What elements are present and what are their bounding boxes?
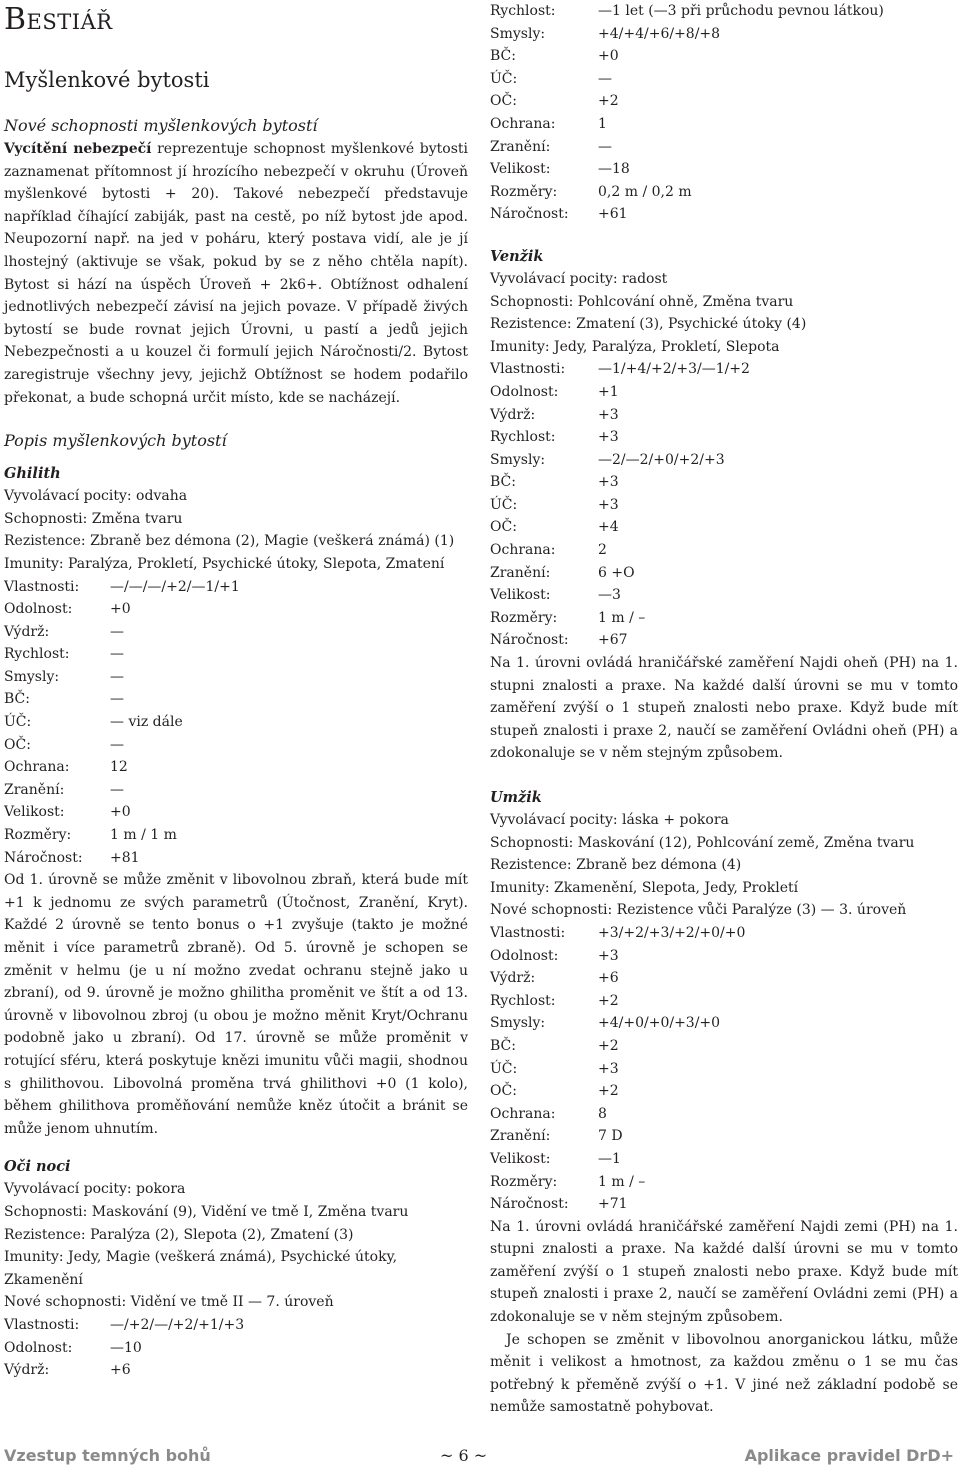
stat-row	[490, 1148, 958, 1171]
stat-row	[490, 516, 958, 539]
stat-label: Náročnost:	[4, 849, 83, 866]
stat-label: Zranění:	[490, 564, 551, 581]
stat-row	[4, 801, 468, 824]
stat-value: —1/+4/+2/+3/—1/+2	[598, 361, 750, 378]
stat-label: Zranění:	[490, 138, 551, 155]
stat-label: Výdrž:	[490, 406, 536, 423]
stat-label: Náročnost:	[490, 206, 569, 223]
info-line: Vyvolávací pocity: radost	[490, 270, 668, 287]
stat-label: BČ:	[490, 474, 516, 491]
stat-value: +3	[598, 947, 619, 964]
stat-label: Rozměry:	[490, 1173, 558, 1190]
stat-row	[490, 584, 958, 607]
stat-label: Rychlost:	[490, 992, 556, 1009]
stat-label: Ochrana:	[4, 759, 70, 776]
stat-row	[4, 1359, 468, 1382]
stat-value: +0	[110, 601, 131, 618]
info-line: Vyvolávací pocity: pokora	[4, 1181, 186, 1198]
oci-noci-name: Oči noci	[4, 1158, 71, 1176]
stat-row	[4, 847, 468, 870]
oci-noci-stats-right	[490, 0, 958, 226]
ghilith-lines	[4, 485, 468, 575]
stat-label: Velikost:	[490, 161, 551, 178]
stat-row	[490, 1171, 958, 1194]
stat-value: +81	[110, 849, 140, 866]
stat-row	[4, 598, 468, 621]
stat-row	[490, 68, 958, 91]
stat-label: Velikost:	[490, 587, 551, 604]
stat-value: +3	[598, 496, 619, 513]
stat-value: +0	[598, 48, 619, 65]
stat-label: Výdrž:	[4, 1362, 50, 1379]
info-line: Schopnosti: Změna tvaru	[4, 510, 183, 527]
venzik-lines	[490, 268, 958, 358]
page-number: ~ 6 ~	[440, 1446, 488, 1465]
danger-sense-term: Vycítění nebezpečí	[4, 141, 152, 157]
stat-row	[490, 358, 958, 381]
stat-value: 7 D	[598, 1128, 623, 1145]
stat-value: 6 +O	[598, 564, 635, 581]
danger-sense-text: reprezentuje schopnost myšlenkové bytosti zaznamenat přítomnost jí hrozícího nebezpečí v okruhu (Úroveň myšlenkové bytosti + 20). Takové nebezpečí představuje například číhající zabiják, past na cestě, po níž bytost jde apod. Neupozorní např. na jed v poháru, který postava vidí, ale je jí lhostejný (aktivuje se však, pokud by se z něho chtěla napít). Bytost si hází na úspěch Úroveň + 2k6+. Obtížnost odhalení jednotlivých nebezpečí závisí na jejich povaze. V případě živých bytostí se bude rovnat jejich Úrovni, u pastí a jedů jejich Nebezpečnosti a u kouzel či formulí jejich Náročnosti/2. Bytost zaregistruje všechny jevy, jejichž Obtížnost se hodem podařilo překonat, a bude schopná určit místo, kde se nacházejí.	[4, 141, 468, 406]
stat-label: Odolnost:	[4, 1339, 73, 1356]
umzik-lines	[490, 809, 958, 922]
stat-value: +2	[598, 1083, 619, 1100]
ghilith-name: Ghilith	[4, 465, 61, 483]
stat-row	[490, 90, 958, 113]
stat-label: Smysly:	[4, 668, 60, 685]
stat-row	[4, 1337, 468, 1360]
stat-value: +2	[598, 93, 619, 110]
info-line: Imunity: Paralýza, Prokletí, Psychické útoky, Slepota, Zmatení	[4, 555, 445, 572]
stat-label: BČ:	[4, 691, 30, 708]
stat-value: —	[110, 646, 124, 663]
stat-label: OČ:	[490, 93, 517, 110]
stat-value: —3	[598, 587, 621, 604]
stat-row	[490, 1035, 958, 1058]
stat-value: +67	[598, 632, 628, 649]
stat-row	[490, 1012, 958, 1035]
stat-label: Odolnost:	[490, 947, 559, 964]
stat-label: ÚČ:	[490, 1060, 518, 1077]
stat-value: —	[598, 138, 612, 155]
stat-row	[490, 1080, 958, 1103]
info-line: Vyvolávací pocity: odvaha	[4, 488, 188, 505]
left-column	[4, 0, 468, 1382]
stat-row	[490, 967, 958, 990]
stat-value: —1	[598, 1150, 621, 1167]
stat-value: 1 m / –	[598, 609, 646, 626]
stat-label: OČ:	[490, 519, 517, 536]
stat-value: —	[110, 781, 124, 798]
stat-row	[490, 449, 958, 472]
stat-value: —	[110, 668, 124, 685]
descriptions-title: Popis myšlenkových bytostí	[4, 431, 227, 451]
stat-value: —/—/—/+2/—1/+1	[110, 578, 240, 595]
stat-row	[4, 666, 468, 689]
stat-value: 1	[598, 115, 607, 132]
stat-label: Ochrana:	[490, 542, 556, 559]
stat-row	[490, 607, 958, 630]
stat-row	[4, 734, 468, 757]
stat-row	[490, 426, 958, 449]
stat-label: Rychlost:	[490, 429, 556, 446]
stat-row	[490, 1193, 958, 1216]
stat-label: Ochrana:	[490, 1105, 556, 1122]
stat-row	[490, 158, 958, 181]
info-line: Nové schopnosti: Vidění ve tmě II — 7. úroveň	[4, 1294, 334, 1311]
stat-row	[490, 404, 958, 427]
stat-label: Rychlost:	[4, 646, 70, 663]
stat-label: Zranění:	[490, 1128, 551, 1145]
page-header: Bestiář	[4, 2, 113, 37]
stat-row	[490, 922, 958, 945]
stat-label: Velikost:	[490, 1150, 551, 1167]
stat-value: +71	[598, 1196, 628, 1213]
footer-series-title: Aplikace pravidel DrD+	[744, 1446, 954, 1465]
stat-value: +0	[110, 804, 131, 821]
new-abilities-paragraph	[4, 138, 468, 409]
stat-row	[490, 629, 958, 652]
stat-value: 2	[598, 542, 607, 559]
info-line: Rezistence: Zmatení (3), Psychické útoky (4)	[490, 316, 807, 333]
stat-label: Výdrž:	[4, 623, 50, 640]
stat-label: Vlastnosti:	[4, 578, 80, 595]
info-line: Imunity: Jedy, Paralýza, Prokletí, Slepota	[490, 338, 780, 355]
oci-noci-stats-left	[4, 1314, 468, 1382]
footer-book-title: Vzestup temných bohů	[4, 1446, 211, 1465]
stat-value: +3	[598, 429, 619, 446]
page-footer	[0, 1442, 960, 1470]
stat-label: Rozměry:	[490, 609, 558, 626]
stat-value: —	[110, 623, 124, 640]
stat-row	[4, 824, 468, 847]
ghilith-text: Od 1. úrovně se může změnit v libovolnou zbraň, která bude mít +1 k jednomu ze svých parametrů (Útočnost, Zranění, Kryt). Každé 2 úrovně se tento bonus o +1 zvyšuje (takto je možné měnit i více parametrů zbraně). Od 5. úrovně je schopen se změnit v helmu (je u ní možno zvedat ochranu stejně jako u zbraní), od 9. úrovně je možno ghilitha proměnit ve štít a od 13. úrovně v libovolnou zbroj (u obou je možno měnit Kryt/Ochranu podobně jako u zbraní). Od 17. úrovně se může proměnit v rotující sféru, která poskytuje knězi imunitu vůči magii, shodnou s ghilithovou. Libovolná proměna trvá ghilithovi +0 (1 kolo), během ghilithova proměňování nemůže kněz útočit a bránit se může jenom uhnutím.	[4, 872, 468, 1137]
stat-row	[490, 23, 958, 46]
right-column	[490, 0, 958, 1419]
stat-value: +6	[598, 970, 619, 987]
stat-label: Náročnost:	[490, 632, 569, 649]
umzik-name: Umžik	[490, 789, 542, 806]
ghilith-stats	[4, 576, 468, 870]
stat-label: Rozměry:	[490, 183, 558, 200]
stat-value: —	[110, 736, 124, 753]
info-line: Schopnosti: Maskování (9), Vidění ve tmě I, Změna tvaru	[4, 1203, 409, 1220]
venzik-name: Venžik	[490, 247, 544, 265]
stat-label: Vlastnosti:	[4, 1316, 80, 1333]
stat-row	[490, 181, 958, 204]
stat-value: +2	[598, 1037, 619, 1054]
stat-value: +3	[598, 474, 619, 491]
stat-value: +4/+4/+6/+8/+8	[598, 25, 721, 42]
section-title: Myšlenkové bytosti	[4, 68, 210, 92]
stat-value: +3/+2/+3/+2/+0/+0	[598, 924, 746, 941]
stat-row	[4, 779, 468, 802]
stat-label: Ochrana:	[490, 115, 556, 132]
info-line: Imunity: Zkamenění, Slepota, Jedy, Prokletí	[490, 879, 799, 896]
stat-row	[490, 562, 958, 585]
stat-label: ÚČ:	[490, 496, 518, 513]
stat-row	[4, 711, 468, 734]
stat-row	[490, 381, 958, 404]
stat-row	[4, 756, 468, 779]
stat-value: —	[110, 691, 124, 708]
stat-label: ÚČ:	[4, 714, 32, 731]
info-line: Rezistence: Zbraně bez démona (2), Magie (veškerá známá) (1)	[4, 533, 455, 550]
umzik-text: Na 1. úrovni ovládá hraničářské zaměření Najdi zemi (PH) na 1. stupni znalosti a praxe. Na každé další úrovni se mu v tomto zaměření zvýší o 1 stupeň znalosti nebo praxe. Když bude mít stupeň znalosti i praxe 2, naučí se zaměření Ovládni zemi (PH) a zdokonaluje se v něm stejným způsobem.	[490, 1218, 958, 1326]
stat-row	[490, 1058, 958, 1081]
venzik-stats	[490, 358, 958, 652]
info-line: Imunity: Jedy, Magie (veškerá známá), Psychické útoky, Zkamenění	[4, 1249, 398, 1288]
stat-value: +4/+0/+0/+3/+0	[598, 1015, 721, 1032]
stat-value: —10	[110, 1339, 142, 1356]
info-line: Schopnosti: Maskování (12), Pohlcování země, Změna tvaru	[490, 834, 915, 851]
stat-label: OČ:	[4, 736, 31, 753]
info-line: Schopnosti: Pohlcování ohně, Změna tvaru	[490, 293, 794, 310]
stat-value: 0,2 m / 0,2 m	[598, 183, 692, 200]
stat-label: Smysly:	[490, 25, 546, 42]
stat-row	[490, 136, 958, 159]
info-line: Rezistence: Zbraně bez démona (4)	[490, 857, 742, 874]
stat-label: BČ:	[490, 48, 516, 65]
stat-value: +1	[598, 383, 619, 400]
stat-label: Odolnost:	[490, 383, 559, 400]
stat-label: Vlastnosti:	[490, 924, 566, 941]
stat-label: Smysly:	[490, 1015, 546, 1032]
stat-row	[490, 539, 958, 562]
stat-value: +3	[598, 406, 619, 423]
stat-value: — viz dále	[110, 714, 183, 731]
stat-row	[490, 45, 958, 68]
stat-label: Velikost:	[4, 804, 65, 821]
stat-value: +4	[598, 519, 619, 536]
stat-label: OČ:	[490, 1083, 517, 1100]
info-line: Rezistence: Paralýza (2), Slepota (2), Zmatení (3)	[4, 1226, 354, 1243]
stat-row	[4, 576, 468, 599]
stat-row	[4, 688, 468, 711]
stat-value: —/+2/—/+2/+1/+3	[110, 1316, 245, 1333]
new-abilities-title: Nové schopnosti myšlenkových bytostí	[4, 116, 318, 135]
stat-label: Vlastnosti:	[490, 361, 566, 378]
stat-row	[4, 621, 468, 644]
stat-label: Odolnost:	[4, 601, 73, 618]
stat-row	[490, 1103, 958, 1126]
stat-value: —1 let (—3 při průchodu pevnou látkou)	[598, 3, 884, 19]
info-line: Nové schopnosti: Rezistence vůči Paralýze (3) — 3. úroveň	[490, 902, 907, 919]
umzik-text-2: Je schopen se změnit v libovolnou anorganickou látku, může měnit i velikost a hmotnost, za každou změnu o 1 se mu čas potřebný k přeměně zvýší o +1. V jiné než základní podobě se nemůže samostatně pohybovat.	[490, 1331, 958, 1416]
stat-value: —18	[598, 161, 630, 178]
stat-label: Výdrž:	[490, 970, 536, 987]
stat-row	[4, 1314, 468, 1337]
stat-row	[490, 203, 958, 226]
stat-value: +6	[110, 1362, 131, 1379]
stat-row	[490, 990, 958, 1013]
venzik-text: Na 1. úrovni ovládá hraničářské zaměření Najdi oheň (PH) na 1. stupni znalosti a praxe. Na každé další úrovni se mu v tomto zaměření zvýší o 1 stupeň znalosti nebo praxe. Když bude mít stupeň znalosti i praxe 2, naučí se zaměření Ovládni oheň (PH) a zdokonaluje se v něm stejným způsobem.	[490, 655, 958, 762]
stat-value: —2/—2/+0/+2/+3	[598, 451, 725, 468]
stat-value: +2	[598, 992, 619, 1009]
stat-label: Zranění:	[4, 781, 65, 798]
stat-value: 1 m / –	[598, 1173, 646, 1190]
stat-label: BČ:	[490, 1037, 516, 1054]
stat-value: —	[598, 70, 612, 87]
stat-value: 1 m / 1 m	[110, 827, 177, 844]
stat-label: Smysly:	[490, 451, 546, 468]
stat-row	[490, 0, 958, 23]
stat-row	[490, 471, 958, 494]
stat-value: +3	[598, 1060, 619, 1077]
umzik-stats	[490, 922, 958, 1216]
stat-row	[4, 643, 468, 666]
stat-label: Rozměry:	[4, 827, 72, 844]
info-line: Vyvolávací pocity: láska + pokora	[490, 812, 729, 828]
stat-row	[490, 494, 958, 517]
stat-value: +61	[598, 206, 628, 223]
stat-value: 12	[110, 759, 128, 776]
stat-row	[490, 1125, 958, 1148]
stat-label: Rychlost:	[490, 3, 556, 19]
stat-row	[490, 945, 958, 968]
oci-noci-lines	[4, 1178, 468, 1314]
stat-label: ÚČ:	[490, 70, 518, 87]
stat-row	[490, 113, 958, 136]
stat-label: Náročnost:	[490, 1196, 569, 1213]
stat-value: 8	[598, 1105, 607, 1122]
